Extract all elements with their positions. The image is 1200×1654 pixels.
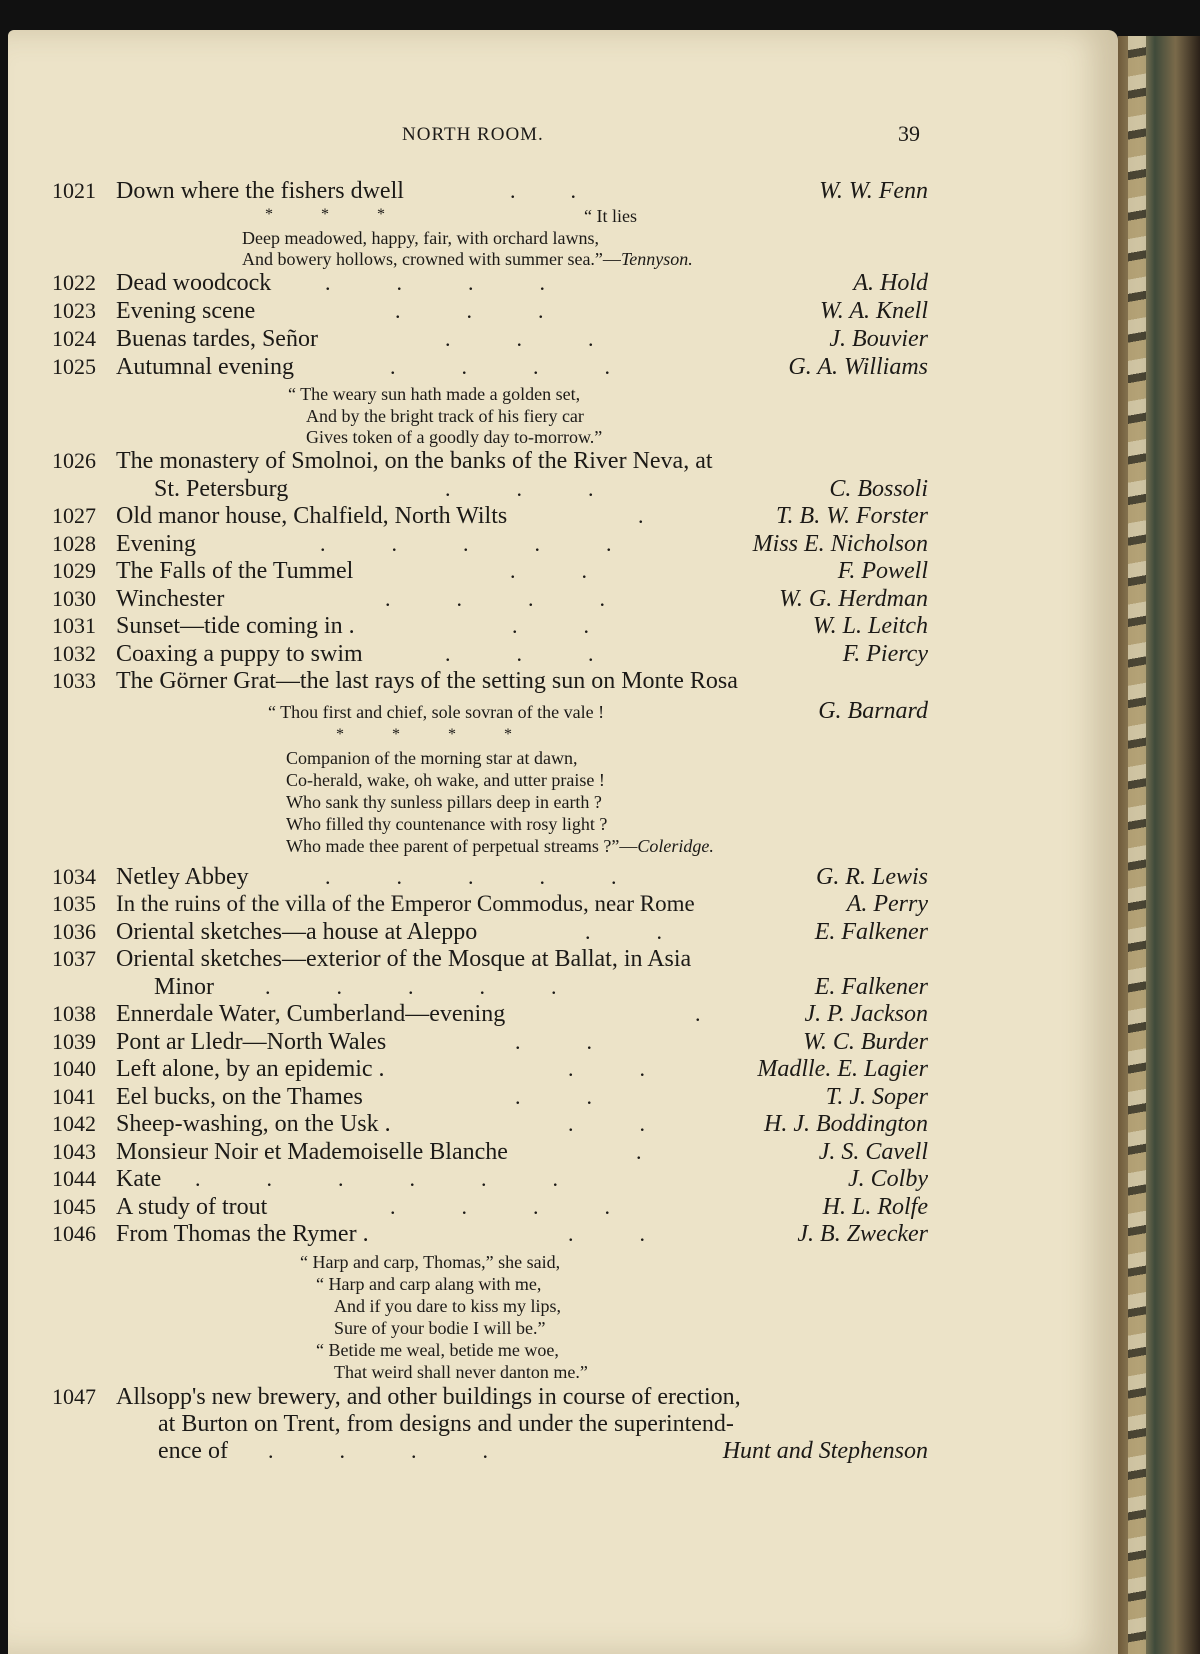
- quote-text: Who made thee parent of perpetual streams ?”—: [286, 836, 638, 856]
- quote-line: And if you dare to kiss my lips,: [334, 1296, 561, 1316]
- running-head: NORTH ROOM.: [402, 124, 544, 145]
- entry-title: Sheep-washing, on the Usk .: [116, 1111, 391, 1137]
- catalogue-entry: 1028 Evening . . . . . Miss E. Nicholson: [52, 531, 928, 557]
- entry-number: 1029: [52, 558, 96, 583]
- entry-title: Evening scene: [116, 298, 256, 324]
- quote-author: Tennyson.: [620, 249, 693, 269]
- entry-title: Oriental sketches—a house at Aleppo: [116, 919, 478, 945]
- entry-artist: W. L. Leitch: [812, 613, 928, 639]
- quote-line: Gives token of a goodly day to-morrow.”: [306, 427, 603, 447]
- entry-number: 1033: [52, 668, 96, 693]
- entry-number: 1041: [52, 1084, 96, 1109]
- catalogue-entry: [0, 946, 940, 974]
- entry-title: Sunset—tide coming in .: [116, 613, 355, 639]
- entry-title: Autumnal evening: [116, 354, 294, 380]
- entry-title: Coaxing a puppy to swim: [116, 641, 363, 667]
- catalogue-entry: 1046 From Thomas the Rymer . . . J. B. Zwecker: [52, 1221, 928, 1247]
- entry-artist: Madlle. E. Lagier: [757, 1056, 928, 1082]
- entry-title: Allsopp's new brewery, and other buildings in course of erection,: [116, 1384, 741, 1410]
- entry-title: The Falls of the Tummel: [116, 558, 354, 584]
- catalogue-entry: 1023 Evening scene . . . W. A. Knell: [52, 298, 928, 324]
- entry-artist: E. Falkener: [814, 919, 928, 945]
- entry-number: 1026: [52, 448, 96, 473]
- catalogue-entry: [0, 1384, 940, 1412]
- entry-number: 1027: [52, 503, 96, 528]
- catalogue-entry: 1025 Autumnal evening . . . . G. A. Williams: [52, 354, 928, 380]
- entry-artist: H. L. Rolfe: [822, 1194, 928, 1220]
- entry-artist: H. J. Boddington: [764, 1111, 928, 1137]
- entry-artist: T. J. Soper: [825, 1084, 928, 1110]
- quote-line: Who sank thy sunless pillars deep in earth ?: [286, 792, 602, 812]
- entry-title: Evening: [116, 531, 196, 557]
- entry-artist: Hunt and Stephenson: [722, 1438, 928, 1464]
- catalogue-entry-continued: [0, 1411, 940, 1439]
- entry-title: Netley Abbey: [116, 864, 249, 890]
- entry-artist: T. B. W. Forster: [775, 503, 928, 529]
- catalogue-entry: [0, 668, 940, 696]
- quote-line: [242, 249, 693, 270]
- entry-artist: G. A. Williams: [788, 354, 928, 380]
- quote-line: “ Harp and carp, Thomas,” she said,: [300, 1252, 561, 1272]
- catalogue-entry: 1024 Buenas tardes, Señor . . . J. Bouvier: [52, 326, 928, 352]
- entry-title: The Görner Grat—the last rays of the setting sun on Monte Rosa: [116, 668, 738, 694]
- entry-title: In the ruins of the villa of the Emperor Commodus, near Rome: [116, 891, 695, 916]
- entry-number: 1047: [52, 1384, 96, 1409]
- entry-artist: W. W. Fenn: [819, 178, 928, 204]
- entry-title: Buenas tardes, Señor: [116, 326, 318, 352]
- entry-title: Old manor house, Chalfield, North Wilts: [116, 503, 508, 529]
- entry-number: 1042: [52, 1111, 96, 1136]
- quote-line: “ It lies: [584, 206, 637, 226]
- entry-artist: J. B. Zwecker: [797, 1221, 928, 1247]
- catalogue-entry-continued: St. Petersburg . . . C. Bossoli: [154, 476, 928, 502]
- entry-title: Oriental sketches—exterior of the Mosque at Ballat, in Asia: [116, 946, 692, 972]
- quote-line: That weird shall never danton me.”: [334, 1362, 588, 1382]
- entry-number: 1032: [52, 641, 96, 666]
- quote-line: And by the bright track of his fiery car: [306, 406, 584, 426]
- quote-line: “ Harp and carp alang with me,: [316, 1274, 542, 1294]
- entry-title: Ennerdale Water, Cumberland—evening: [116, 1001, 506, 1027]
- entry-number: 1037: [52, 946, 96, 971]
- catalogue-entry: 1036 Oriental sketches—a house at Aleppo . . E. Falkener: [52, 919, 928, 945]
- entry-artist: J. P. Jackson: [804, 1001, 928, 1027]
- catalogue-entry: 1043 Monsieur Noir et Mademoiselle Blanche . J. S. Cavell: [52, 1139, 928, 1165]
- entry-artist: W. G. Herdman: [779, 586, 928, 612]
- entry-number: 1038: [52, 1001, 96, 1026]
- catalogue-entry: 1039 Pont ar Lledr—North Wales . . W. C. Burder: [52, 1029, 928, 1055]
- entry-number: 1035: [52, 891, 96, 916]
- entry-artist: F. Piercy: [842, 641, 928, 667]
- entry-artist: A. Hold: [853, 270, 928, 296]
- catalogue-entry: 1029 The Falls of the Tummel . . F. Powell: [52, 558, 928, 584]
- entry-number: 1024: [52, 326, 96, 351]
- entry-number: 1030: [52, 586, 96, 611]
- entry-title: From Thomas the Rymer .: [116, 1221, 369, 1247]
- catalogue-entry: [0, 448, 940, 476]
- entry-artist: G. Barnard: [818, 698, 928, 724]
- catalogue-entry: 1031 Sunset—tide coming in . . . W. L. Leitch: [52, 613, 928, 639]
- catalogue-entry: [0, 891, 940, 919]
- quote-line: Co-herald, wake, oh wake, and utter praise !: [286, 770, 605, 790]
- quote-line: Deep meadowed, happy, fair, with orchard lawns,: [242, 228, 599, 248]
- catalogue-entry: 1042 Sheep-washing, on the Usk . . . H. J. Boddington: [52, 1111, 928, 1137]
- quote-author: Coleridge.: [637, 836, 714, 856]
- entry-artist: W. A. Knell: [819, 298, 928, 324]
- entry-number: 1034: [52, 864, 96, 889]
- entry-title: Monsieur Noir et Mademoiselle Blanche: [116, 1139, 508, 1165]
- quote-line: “ Betide me weal, betide me woe,: [316, 1340, 559, 1360]
- entry-artist: A. Perry: [846, 891, 928, 917]
- catalogue-entry: 1032 Coaxing a puppy to swim . . . F. Piercy: [52, 641, 928, 667]
- entry-number: 1039: [52, 1029, 96, 1054]
- entry-number: 1046: [52, 1221, 96, 1246]
- entry-artist: G. R. Lewis: [815, 864, 928, 890]
- quote-line: [286, 836, 714, 857]
- entry-title: Down where the fishers dwell: [116, 178, 404, 204]
- ornament-stars: * * * *: [336, 726, 512, 743]
- entry-title: Pont ar Lledr—North Wales: [116, 1029, 387, 1055]
- entry-title: Dead woodcock: [116, 270, 272, 296]
- catalogue-entry: 1034 Netley Abbey . . . . . G. R. Lewis: [52, 864, 928, 890]
- quote-line: “ The weary sun hath made a golden set,: [288, 384, 581, 404]
- entry-title: Eel bucks, on the Thames: [116, 1084, 363, 1110]
- entry-number: 1045: [52, 1194, 96, 1219]
- entry-title: A study of trout: [116, 1194, 268, 1220]
- entry-artist: E. Falkener: [814, 974, 928, 1000]
- entry-number: 1028: [52, 531, 96, 556]
- entry-title: Kate: [116, 1166, 162, 1192]
- book-edge: [1118, 36, 1200, 1654]
- catalogue-entry: 1022 Dead woodcock . . . . A. Hold: [52, 270, 928, 296]
- entry-artist: J. Colby: [848, 1166, 928, 1192]
- catalogue-entry-continued: ence of . . . . Hunt and Stephenson: [158, 1438, 928, 1464]
- catalogue-entry: 1044 Kate . . . . . . J. Colby: [52, 1166, 928, 1192]
- entry-title-continued: at Burton on Trent, from designs and under the superintend-: [158, 1411, 734, 1437]
- entry-title-continued: ence of: [158, 1438, 228, 1464]
- entry-title-continued: St. Petersburg: [154, 476, 289, 502]
- catalogue-entry: 1027 Old manor house, Chalfield, North Wilts . T. B. W. Forster: [52, 503, 928, 529]
- entry-artist: W. C. Burder: [803, 1029, 928, 1055]
- catalogue-entry: 1021 Down where the fishers dwell . . W. W. Fenn: [52, 178, 928, 204]
- entry-title-continued: Minor: [154, 974, 214, 1000]
- catalogue-entry: 1038 Ennerdale Water, Cumberland—evening . J. P. Jackson: [52, 1001, 928, 1027]
- quote-line: Companion of the morning star at dawn,: [286, 748, 578, 768]
- quote-line: Sure of your bodie I will be.”: [334, 1318, 546, 1338]
- entry-artist: C. Bossoli: [829, 476, 928, 502]
- catalogue-entry-artist-line: [0, 698, 940, 726]
- ornament-stars: * * *: [265, 206, 385, 223]
- entry-number: 1021: [52, 178, 96, 203]
- entry-artist: J. S. Cavell: [818, 1139, 928, 1165]
- quote-text: And bowery hollows, crowned with summer sea.”—: [242, 249, 621, 269]
- entry-number: 1031: [52, 613, 96, 638]
- catalogue-entry: 1041 Eel bucks, on the Thames . . T. J. Soper: [52, 1084, 928, 1110]
- entry-artist: F. Powell: [837, 558, 928, 584]
- entry-number: 1043: [52, 1139, 96, 1164]
- entry-number: 1040: [52, 1056, 96, 1081]
- quote-line: “ Thou first and chief, sole sovran of the vale !: [268, 702, 605, 722]
- catalogue-entry-continued: Minor . . . . . E. Falkener: [154, 974, 928, 1000]
- entry-artist: Miss E. Nicholson: [752, 531, 928, 557]
- page-number: 39: [898, 121, 920, 146]
- entry-number: 1044: [52, 1166, 96, 1191]
- quote-line: Who filled thy countenance with rosy light ?: [286, 814, 608, 834]
- entry-artist: J. Bouvier: [829, 326, 928, 352]
- entry-title: Winchester: [116, 586, 225, 612]
- entry-title: The monastery of Smolnoi, on the banks of the River Neva, at: [116, 448, 713, 474]
- entry-number: 1022: [52, 270, 96, 295]
- entry-number: 1036: [52, 919, 96, 944]
- entry-title: Left alone, by an epidemic .: [116, 1056, 385, 1082]
- catalogue-entry: 1045 A study of trout . . . . H. L. Rolfe: [52, 1194, 928, 1220]
- catalogue-entry: 1030 Winchester . . . . W. G. Herdman: [52, 586, 928, 612]
- entry-number: 1023: [52, 298, 96, 323]
- catalogue-entry: 1040 Left alone, by an epidemic . . . Madlle. E. Lagier: [52, 1056, 928, 1082]
- entry-number: 1025: [52, 354, 96, 379]
